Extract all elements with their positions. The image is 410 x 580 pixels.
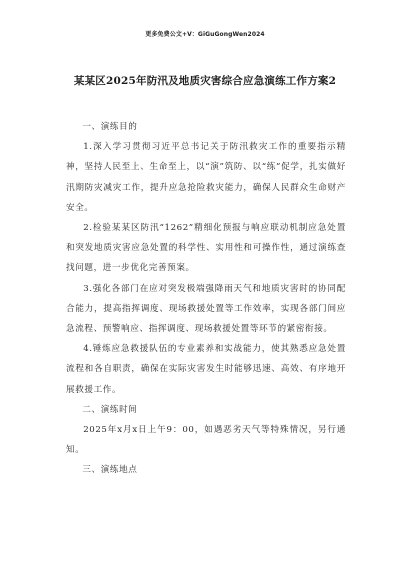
paragraph-purpose-2: 2.检验某某区防汛“1262”精细化预报与响应联动机制应急处置和突发地质灾害应急处置的科学性、实用性和可操作性，通过演练查找问题，进一步优化完善预案。 — [66, 223, 346, 274]
section-heading-purpose: 一、演练目的 — [82, 122, 138, 132]
paragraph-purpose-1: 1.深入学习贯彻习近平总书记关于防汛救灾工作的重要指示精神，坚持人民至上、生命至上，以“演”筑防、以“练”促学，扎实做好汛期防灾减灾工作，提升应急抢险救灾能力，确保人民群众生命财产安全。 — [66, 142, 346, 213]
paragraph-purpose-4: 4.锤炼应急救援队伍的专业素养和实战能力，使其熟悉应急处置流程和各自职责，确保在实际灾害发生时能够迅速、高效、有序地开展救援工作。 — [66, 344, 346, 395]
paragraph-time: 2025年x月x日上午9：00，如遇恶劣天气等特殊情况，另行通知。 — [66, 425, 346, 456]
header-note: 更多免费公文+V：GiGuGongWen2024 — [145, 31, 265, 38]
section-heading-time: 二、演练时间 — [82, 404, 138, 415]
document-title: 某某区2025年防汛及地质灾害综合应急演练工作方案2 — [73, 75, 337, 87]
document-body — [66, 117, 346, 481]
section-heading-location: 三、演练地点 — [82, 465, 138, 476]
paragraph-purpose-3: 3.强化各部门在应对突发极端强降雨天气和地质灾害时的协同配合能力，提高指挥调度、现场救援处置等工作效率，实现各部门间应急流程、预警响应、指挥调度、现场救援处置等环节的紧密衔接。 — [66, 283, 346, 335]
